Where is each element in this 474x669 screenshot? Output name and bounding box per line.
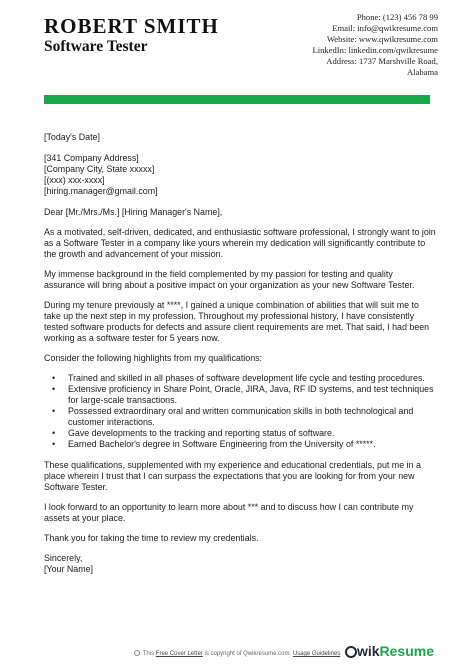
paragraph-background: My immense background in the field complemented by my passion for testing and quality assurance will bring about a positive impact on your organization as your new Software Tester. [44,269,415,290]
footer-middle: is copyright of Qwikresume.com. [204,651,292,657]
brand-part1: wik [356,643,380,659]
recipient-city-line: [Company City, State xxxxx] [44,164,155,174]
recipient-email-line: [hiring.manager@gmail.com] [44,186,158,196]
list-item: • Trained and skilled in all phases of software development life cycle and testing procedures. [44,373,436,384]
letter-body [44,132,436,575]
paragraph-intro: As a motivated, self-driven, dedicated, and enthusiastic software professional, I strongly want to join as a Software Tester in a company like yours wherein my dedication will significantly contribute to the growth and advancement of your mission. [44,227,436,259]
signoff: Sincerely, [44,553,83,563]
contact-website[interactable]: Website: www.qwikresume.com [326,33,438,44]
paragraph-experience: During my tenure previously at ****, I gained a unique combination of abilities that will suit me to take up the next step in my profession. Throughout my professional history, I have consistently tested software products for defects and assure client requirements are met. That said, I had been working as a software tester for 5 years now. [44,300,430,343]
paragraph-highlights-intro: Consider the following highlights from my qualifications: [44,353,263,363]
contact-block [238,12,438,77]
accent-divider [44,95,430,104]
list-item: • Earned Bachelor's degree in Software Engineering from the University of *****. [44,439,436,450]
recipient-address-line: [341 Company Address] [44,153,139,163]
contact-email[interactable]: Email: info@qwikresume.com [332,22,438,33]
contact-phone: Phone: (123) 456 78 99 [356,12,438,22]
copyright-icon [134,650,140,656]
letter-date: [Today's Date] [44,132,100,142]
contact-address-state: Alabama [406,66,438,77]
footer-prefix: This [142,651,155,657]
qwikresume-logo [345,643,434,659]
contact-address: Address: 1737 Marshville Road, [326,55,438,66]
salutation: Dear [Mr./Mrs./Ms.] [Hiring Manager's Name], [44,207,223,217]
qualifications-list [44,373,436,450]
recipient-phone-line: [(xxx) xxx-xxxx] [44,175,105,185]
list-item: • Gave developments to the tracking and reporting status of software. [44,428,436,439]
paragraph-closing: These qualifications, supplemented with my experience and educational credentials, put me in a place wherein I trust that I can surpass the expectations that you are looking for from your new Software Tester. [44,460,421,492]
paragraph-thanks: Thank you for taking the time to review my credentials. [44,533,259,543]
list-item: • Possessed extraordinary oral and written communication skills in both technological and customer interactions. [44,406,436,428]
applicant-name: ROBERT SMITH [44,14,219,38]
contact-linkedin[interactable]: LinkedIn: linkedin.com/qwikresume [312,44,438,55]
list-item: • Extensive proficiency in Share Point, Oracle, JIRA, Java, RF ID systems, and test techniques for large-scale transactions. [44,384,436,406]
applicant-title: Software Tester [44,38,148,55]
signature: [Your Name] [44,564,94,574]
paragraph-look-forward: I look forward to an opportunity to learn more about *** and to discuss how I can contribute my assets at your place. [44,502,414,523]
brand-part2: Resume [379,643,434,659]
usage-guidelines-link[interactable]: Usage Guidelines [292,651,341,657]
q-logo-icon [345,646,357,658]
free-cover-letter-link[interactable]: Free Cover Letter [155,651,203,657]
